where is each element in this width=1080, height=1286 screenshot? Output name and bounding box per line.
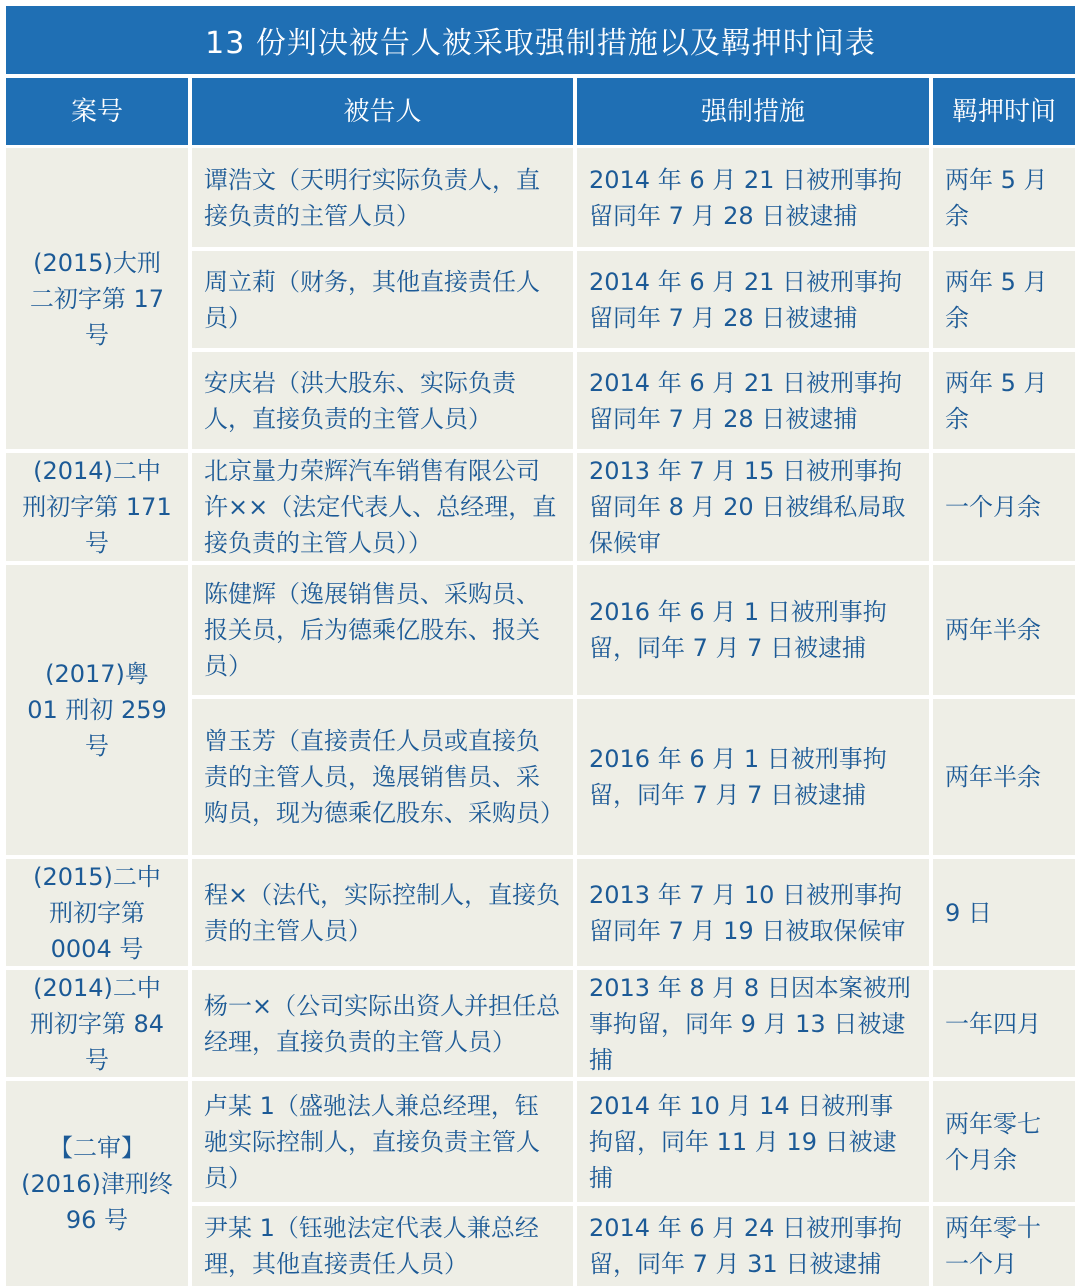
measure-cell: 2013 年 7 月 15 日被刑事拘留同年 8 月 20 日被缉私局取保候审 bbox=[577, 453, 929, 561]
header-case-no: 案号 bbox=[6, 78, 188, 145]
case-number: (2015)二中刑初字第 0004 号 bbox=[6, 859, 188, 966]
defendant-cell: 程×（法代，实际控制人，直接负责的主管人员） bbox=[192, 859, 573, 966]
defendant-cell: 曾玉芳（直接责任人员或直接负责的主管人员，逸展销售员、采购员，现为德乘亿股东、采购员） bbox=[192, 699, 573, 855]
defendant-cell: 卢某 1（盛驰法人兼总经理，钰驰实际控制人，直接负责主管人员） bbox=[192, 1081, 573, 1202]
defendant-cell: 北京量力荣辉汽车销售有限公司许××（法定代表人、总经理，直接负责的主管人员）） bbox=[192, 453, 573, 561]
detention-cell: 两年 5 月余 bbox=[933, 148, 1075, 247]
measure-cell: 2013 年 8 月 8 日因本案被刑事拘留，同年 9 月 13 日被逮捕 bbox=[577, 970, 929, 1077]
detention-cell: 一年四月 bbox=[933, 970, 1075, 1077]
defendant-cell: 尹某 1（钰驰法定代表人兼总经理，其他直接责任人员） bbox=[192, 1206, 573, 1286]
case-number: (2015)大刑二初字第 17 号 bbox=[6, 148, 188, 449]
defendant-cell: 陈健辉（逸展销售员、采购员、报关员，后为德乘亿股东、报关员） bbox=[192, 565, 573, 695]
measure-cell: 2014 年 6 月 24 日被刑事拘留，同年 7 月 31 日被逮捕 bbox=[577, 1206, 929, 1286]
defendant-cell: 安庆岩（洪大股东、实际负责人，直接负责的主管人员） bbox=[192, 352, 573, 449]
case-number: (2014)二中刑初字第 84 号 bbox=[6, 970, 188, 1077]
measure-cell: 2013 年 7 月 10 日被刑事拘留同年 7 月 19 日被取保候审 bbox=[577, 859, 929, 966]
detention-cell: 两年零七个月余 bbox=[933, 1081, 1075, 1202]
defendant-cell: 周立莉（财务，其他直接责任人员） bbox=[192, 251, 573, 348]
detention-cell: 两年 5 月余 bbox=[933, 251, 1075, 348]
header-defendant: 被告人 bbox=[192, 78, 573, 145]
detention-table bbox=[6, 6, 1075, 1286]
defendant-cell: 杨一×（公司实际出资人并担任总经理，直接负责的主管人员） bbox=[192, 970, 573, 1077]
detention-cell: 两年半余 bbox=[933, 699, 1075, 855]
detention-cell: 两年半余 bbox=[933, 565, 1075, 695]
case-number: (2017)粤 01 刑初 259 号 bbox=[6, 565, 188, 855]
measure-cell: 2014 年 10 月 14 日被刑事拘留，同年 11 月 19 日被逮捕 bbox=[577, 1081, 929, 1202]
case-number: 【二审】(2016)津刑终 96 号 bbox=[6, 1081, 188, 1286]
detention-cell: 9 日 bbox=[933, 859, 1075, 966]
defendant-cell: 谭浩文（天明行实际负责人，直接负责的主管人员） bbox=[192, 148, 573, 247]
measure-cell: 2014 年 6 月 21 日被刑事拘留同年 7 月 28 日被逮捕 bbox=[577, 148, 929, 247]
header-detention: 羁押时间 bbox=[933, 78, 1075, 145]
detention-cell: 两年 5 月余 bbox=[933, 352, 1075, 449]
measure-cell: 2014 年 6 月 21 日被刑事拘留同年 7 月 28 日被逮捕 bbox=[577, 251, 929, 348]
measure-cell: 2014 年 6 月 21 日被刑事拘留同年 7 月 28 日被逮捕 bbox=[577, 352, 929, 449]
header-measure: 强制措施 bbox=[577, 78, 929, 145]
table-title: 13 份判决被告人被采取强制措施以及羁押时间表 bbox=[6, 6, 1075, 74]
measure-cell: 2016 年 6 月 1 日被刑事拘留，同年 7 月 7 日被逮捕 bbox=[577, 699, 929, 855]
case-number: (2014)二中刑初字第 171 号 bbox=[6, 453, 188, 561]
detention-cell: 一个月余 bbox=[933, 453, 1075, 561]
measure-cell: 2016 年 6 月 1 日被刑事拘留，同年 7 月 7 日被逮捕 bbox=[577, 565, 929, 695]
detention-cell: 两年零十一个月 bbox=[933, 1206, 1075, 1286]
